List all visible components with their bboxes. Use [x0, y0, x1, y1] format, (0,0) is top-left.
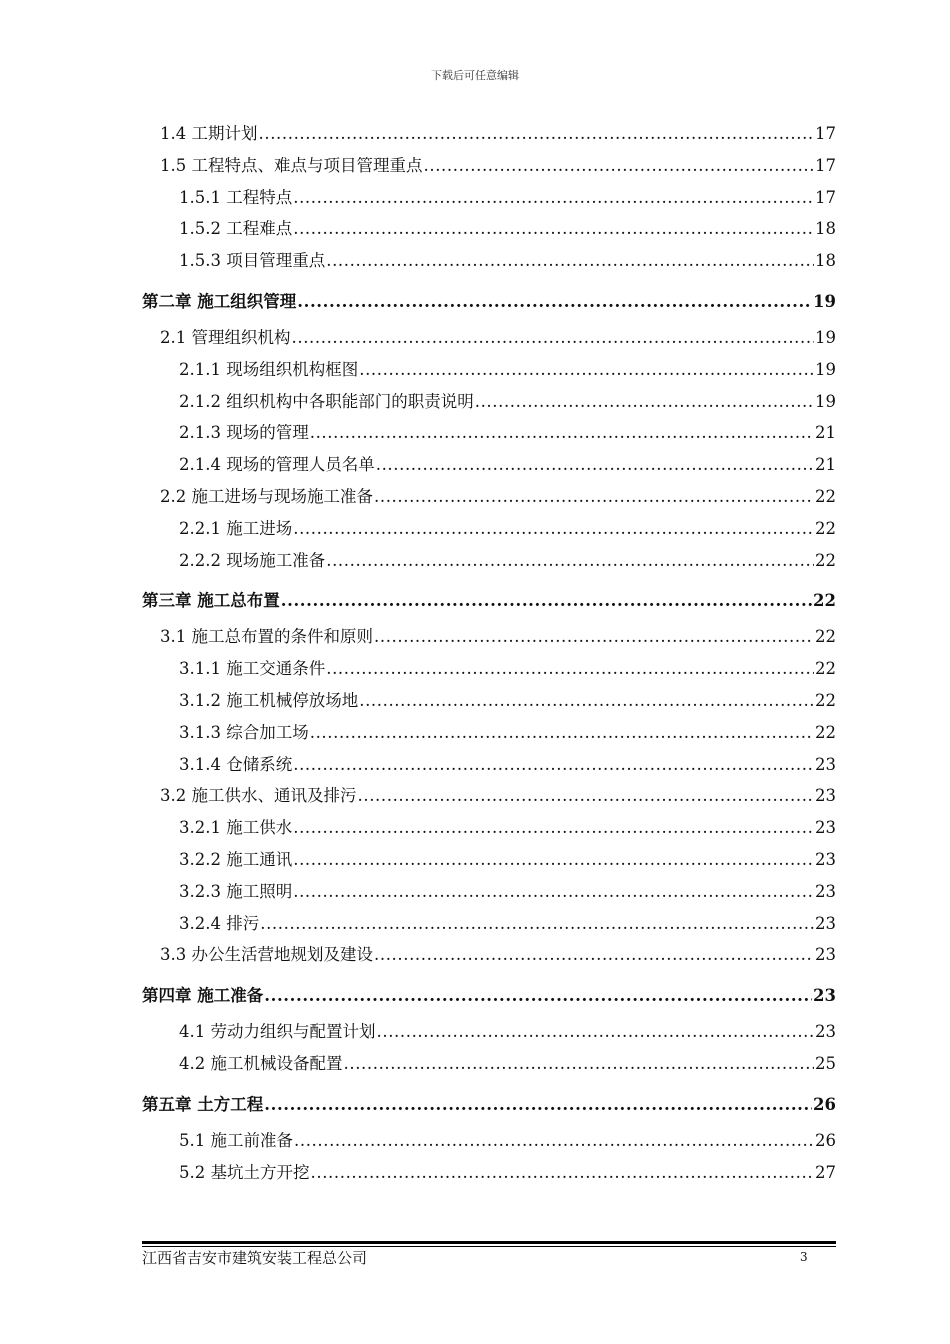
toc-dot-leader: [293, 749, 814, 781]
toc-entry-title: 3.1.2 施工机械停放场地: [179, 690, 359, 710]
toc-entry-page-number: 22: [815, 722, 836, 742]
toc-entry-page-number: 26: [813, 1094, 836, 1114]
toc-dot-leader: [359, 685, 814, 717]
toc-entry-title: 1.5.2 工程难点: [179, 219, 293, 239]
toc-dot-leader: [310, 417, 814, 449]
toc-entry-page-number: 19: [815, 391, 836, 411]
toc-entry[interactable]: [142, 717, 836, 749]
toc-entry-page-number: 22: [815, 550, 836, 570]
toc-chapter-entry[interactable]: [142, 1084, 836, 1125]
toc-entry[interactable]: [142, 621, 836, 653]
footer-rule-thick: [142, 1241, 836, 1244]
toc-entry[interactable]: [142, 1048, 836, 1080]
toc-dot-leader: [374, 621, 814, 653]
toc-dot-leader: [326, 245, 814, 277]
toc-dot-leader: [264, 1084, 812, 1125]
toc-entry-page-number: 23: [815, 849, 836, 869]
toc-dot-leader: [264, 975, 812, 1016]
toc-dot-leader: [326, 653, 814, 685]
toc-chapter-entry[interactable]: [142, 975, 836, 1016]
toc-entry-page-number: 23: [815, 818, 836, 838]
toc-entry[interactable]: [142, 939, 836, 971]
toc-entry[interactable]: [142, 876, 836, 908]
toc-dot-leader: [293, 812, 814, 844]
toc-entry-title: 2.2.1 施工进场: [179, 518, 293, 538]
toc-dot-leader: [293, 876, 814, 908]
toc-dot-leader: [281, 580, 812, 621]
toc-entry-page-number: 27: [815, 1162, 836, 1182]
toc-entry-title: 3.1.1 施工交通条件: [179, 659, 326, 679]
toc-entry-page-number: 19: [815, 359, 836, 379]
toc-entry[interactable]: [142, 545, 836, 577]
toc-dot-leader: [374, 939, 814, 971]
toc-entry[interactable]: [142, 844, 836, 876]
toc-entry-title: 4.1 劳动力组织与配置计划: [179, 1022, 376, 1042]
toc-entry[interactable]: [142, 481, 836, 513]
toc-entry-title: 1.5.3 项目管理重点: [179, 251, 326, 271]
toc-entry-page-number: 17: [815, 155, 836, 175]
toc-entry[interactable]: [142, 182, 836, 214]
toc-dot-leader: [376, 449, 814, 481]
toc-entry-page-number: 22: [813, 591, 836, 611]
toc-entry[interactable]: [142, 150, 836, 182]
toc-entry-title: 3.2.1 施工供水: [179, 818, 293, 838]
toc-entry[interactable]: [142, 213, 836, 245]
toc-dot-leader: [475, 386, 814, 418]
toc-dot-leader: [293, 213, 814, 245]
toc-entry-page-number: 23: [815, 754, 836, 774]
toc-entry[interactable]: [142, 653, 836, 685]
toc-entry-page-number: 21: [815, 455, 836, 475]
toc-entry-page-number: 25: [815, 1053, 836, 1073]
footer-page-number: 3: [800, 1250, 808, 1264]
toc-entry-page-number: 22: [815, 627, 836, 647]
toc-entry-page-number: 23: [815, 1022, 836, 1042]
toc-entry-page-number: 23: [815, 881, 836, 901]
toc-entry-title: 3.2.2 施工通讯: [179, 849, 293, 869]
toc-entry-title: 2.2 施工进场与现场施工准备: [160, 486, 373, 506]
toc-dot-leader: [259, 118, 815, 150]
toc-entry-page-number: 22: [815, 690, 836, 710]
toc-entry-title: 第四章 施工准备: [142, 986, 264, 1006]
table-of-contents: [142, 118, 836, 1188]
toc-entry-page-number: 26: [815, 1130, 836, 1150]
toc-entry-title: 1.4 工期计划: [160, 124, 258, 143]
toc-entry[interactable]: [142, 417, 836, 449]
toc-entry[interactable]: [142, 749, 836, 781]
toc-entry-title: 1.5 工程特点、难点与项目管理重点: [160, 155, 423, 175]
toc-dot-leader: [293, 513, 814, 545]
toc-entry-page-number: 23: [815, 945, 836, 965]
toc-entry[interactable]: [142, 685, 836, 717]
toc-entry-title: 3.1 施工总布置的条件和原则: [160, 627, 373, 647]
toc-dot-leader: [374, 481, 814, 513]
toc-entry-page-number: 19: [815, 327, 836, 347]
toc-entry-title: 第五章 土方工程: [142, 1094, 264, 1114]
toc-entry[interactable]: [142, 513, 836, 545]
toc-dot-leader: [358, 780, 815, 812]
toc-entry-title: 2.1 管理组织机构: [160, 327, 291, 347]
toc-entry[interactable]: [142, 449, 836, 481]
toc-entry-page-number: 18: [815, 219, 836, 239]
toc-entry[interactable]: [142, 322, 836, 354]
toc-dot-leader: [310, 717, 814, 749]
toc-entry[interactable]: [142, 1016, 836, 1048]
toc-dot-leader: [297, 281, 812, 322]
toc-entry[interactable]: [142, 780, 836, 812]
toc-entry-page-number: 23: [813, 986, 836, 1006]
toc-entry[interactable]: [142, 1157, 836, 1189]
toc-entry-title: 3.2.4 排污: [179, 913, 260, 933]
toc-entry-title: 1.5.1 工程特点: [179, 187, 293, 207]
toc-dot-leader: [294, 1125, 814, 1157]
toc-entry[interactable]: [142, 354, 836, 386]
toc-entry-title: 3.3 办公生活营地规划及建设: [160, 945, 373, 965]
toc-entry[interactable]: [142, 812, 836, 844]
toc-entry[interactable]: [142, 118, 836, 150]
toc-entry-page-number: 21: [815, 423, 836, 443]
toc-dot-leader: [293, 182, 814, 214]
toc-entry-page-number: 23: [815, 786, 836, 806]
toc-chapter-entry[interactable]: [142, 580, 836, 621]
toc-entry-title: 第三章 施工总布置: [142, 591, 280, 611]
toc-entry[interactable]: [142, 386, 836, 418]
toc-dot-leader: [311, 1157, 815, 1189]
toc-entry-page-number: 19: [813, 291, 836, 311]
toc-entry-title: 2.1.2 组织机构中各职能部门的职责说明: [179, 391, 474, 411]
toc-entry-title: 2.2.2 现场施工准备: [179, 550, 326, 570]
toc-entry-title: 2.1.1 现场组织机构框图: [179, 359, 359, 379]
toc-entry[interactable]: [142, 245, 836, 277]
toc-dot-leader: [344, 1048, 815, 1080]
toc-dot-leader: [293, 844, 814, 876]
toc-entry[interactable]: [142, 908, 836, 940]
toc-dot-leader: [292, 322, 815, 354]
toc-dot-leader: [377, 1016, 815, 1048]
toc-dot-leader: [424, 150, 815, 182]
toc-entry-page-number: 22: [815, 659, 836, 679]
toc-entry-page-number: 22: [815, 486, 836, 506]
toc-entry-title: 3.1.3 综合加工场: [179, 722, 309, 742]
toc-entry-title: 5.1 施工前准备: [179, 1130, 293, 1150]
toc-entry-title: 5.2 基坑土方开挖: [179, 1162, 310, 1182]
toc-dot-leader: [326, 545, 814, 577]
toc-entry-page-number: 17: [815, 187, 836, 207]
toc-entry-page-number: 18: [815, 251, 836, 271]
toc-entry-title: 3.2.3 施工照明: [179, 881, 293, 901]
toc-entry-title: 3.1.4 仓储系统: [179, 754, 293, 774]
toc-dot-leader: [260, 908, 814, 940]
toc-entry-title: 3.2 施工供水、通讯及排污: [160, 786, 357, 806]
toc-entry-page-number: 22: [815, 518, 836, 538]
toc-entry[interactable]: [142, 1125, 836, 1157]
toc-chapter-entry[interactable]: [142, 281, 836, 322]
toc-dot-leader: [359, 354, 814, 386]
toc-entry-page-number: 23: [815, 913, 836, 933]
toc-entry-page-number: 17: [815, 124, 836, 143]
footer-company-name: 江西省吉安市建筑安装工程总公司: [142, 1249, 368, 1267]
page-header-note: 下载后可任意编辑: [431, 69, 519, 82]
toc-entry-title: 2.1.3 现场的管理: [179, 423, 309, 443]
toc-entry-title: 2.1.4 现场的管理人员名单: [179, 455, 375, 475]
toc-entry-title: 第二章 施工组织管理: [142, 291, 297, 311]
toc-entry-title: 4.2 施工机械设备配置: [179, 1053, 343, 1073]
